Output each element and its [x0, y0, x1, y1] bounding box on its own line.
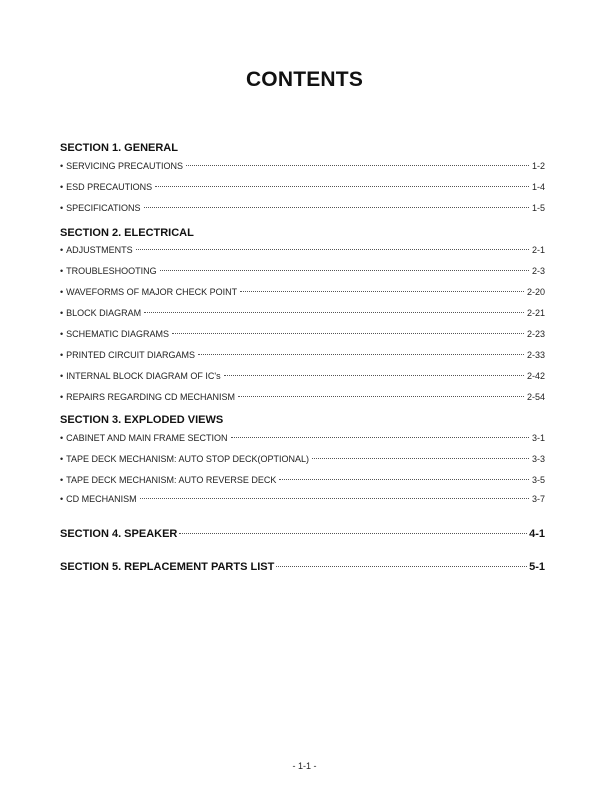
toc-entry-page: 2-54: [526, 392, 545, 402]
dot-leader: [224, 375, 524, 376]
dot-leader: [276, 566, 527, 567]
bullet: •: [60, 245, 64, 255]
toc-entry-label: TAPE DECK MECHANISM: AUTO STOP DECK(OPTIONAL): [66, 454, 310, 464]
toc-entry-cd-repairs[interactable]: [60, 391, 545, 403]
toc-entry-page: 2-33: [526, 350, 545, 360]
dot-leader: [136, 249, 529, 250]
bullet: •: [60, 308, 64, 318]
toc-entry-page: 2-23: [526, 329, 545, 339]
dot-leader: [240, 291, 524, 292]
section-2-title: SECTION 2. ELECTRICAL: [60, 227, 194, 239]
dot-leader: [160, 270, 529, 271]
toc-entry-adjustments[interactable]: [60, 244, 545, 256]
bullet: •: [60, 454, 64, 464]
bullet: •: [60, 203, 64, 213]
section-3-title: SECTION 3. EXPLODED VIEWS: [60, 414, 224, 426]
dot-leader: [238, 396, 524, 397]
toc-entry-internal-block-diagram[interactable]: [60, 370, 545, 382]
dot-leader: [186, 165, 529, 166]
toc-entry-cd-mechanism[interactable]: [60, 493, 545, 505]
dot-leader: [312, 458, 529, 459]
toc-entry-cabinet[interactable]: [60, 432, 545, 444]
toc-entry-page: 3-3: [531, 454, 545, 464]
toc-entry-label: CD MECHANISM: [66, 494, 137, 504]
page-number: - 1-1 -: [292, 761, 317, 771]
section-1-title: SECTION 1. GENERAL: [60, 142, 178, 154]
dot-leader: [144, 207, 529, 208]
toc-entry-label: ADJUSTMENTS: [66, 245, 133, 255]
toc-entry-section-4[interactable]: [60, 528, 545, 541]
dot-leader: [140, 498, 529, 499]
toc-entry-page: 5-1: [529, 561, 545, 573]
bullet: •: [60, 392, 64, 402]
toc-entry-label: ESD PRECAUTIONS: [66, 182, 153, 192]
bullet: •: [60, 371, 64, 381]
bullet: •: [60, 494, 64, 504]
toc-entry-auto-reverse-deck[interactable]: [60, 474, 545, 486]
toc-entry-label: CABINET AND MAIN FRAME SECTION: [66, 433, 228, 443]
toc-entry-page: 3-5: [531, 475, 545, 485]
toc-entry-page: 2-21: [526, 308, 545, 318]
page-title: CONTENTS: [245, 68, 364, 91]
toc-entry-auto-stop-deck[interactable]: [60, 453, 545, 465]
toc-entry-label: WAVEFORMS OF MAJOR CHECK POINT: [66, 287, 238, 297]
toc-entry-label: TAPE DECK MECHANISM: AUTO REVERSE DECK: [66, 475, 277, 485]
toc-entry-label: SECTION 4. SPEAKER: [60, 528, 178, 540]
toc-entry-page: 3-7: [531, 494, 545, 504]
toc-entry-label: SERVICING PRECAUTIONS: [66, 161, 184, 171]
toc-entry-troubleshooting[interactable]: [60, 265, 545, 277]
toc-entry-label: BLOCK DIAGRAM: [66, 308, 142, 318]
dot-leader: [198, 354, 524, 355]
toc-entry-section-5[interactable]: [60, 561, 545, 574]
toc-entry-servicing-precautions[interactable]: [60, 160, 545, 172]
bullet: •: [60, 350, 64, 360]
toc-entry-waveforms[interactable]: [60, 286, 545, 298]
toc-entry-page: 2-42: [526, 371, 545, 381]
toc-entry-page: 1-2: [531, 161, 545, 171]
toc-entry-label: INTERNAL BLOCK DIAGRAM OF IC's: [66, 371, 221, 381]
bullet: •: [60, 266, 64, 276]
dot-leader: [144, 312, 524, 313]
toc-entry-page: 4-1: [529, 528, 545, 540]
toc-entry-label: SPECIFICATIONS: [66, 203, 141, 213]
toc-entry-page: 2-3: [531, 266, 545, 276]
dot-leader: [231, 437, 529, 438]
dot-leader: [172, 333, 524, 334]
toc-entry-esd-precautions[interactable]: [60, 181, 545, 193]
dot-leader: [279, 479, 529, 480]
bullet: •: [60, 433, 64, 443]
toc-entry-schematic-diagrams[interactable]: [60, 328, 545, 340]
bullet: •: [60, 182, 64, 192]
bullet: •: [60, 329, 64, 339]
toc-entry-page: 1-4: [531, 182, 545, 192]
toc-entry-page: 2-1: [531, 245, 545, 255]
toc-entry-specifications[interactable]: [60, 202, 545, 214]
toc-entry-block-diagram[interactable]: [60, 307, 545, 319]
bullet: •: [60, 161, 64, 171]
toc-entry-label: SECTION 5. REPLACEMENT PARTS LIST: [60, 561, 275, 573]
toc-entry-page: 1-5: [531, 203, 545, 213]
toc-entry-label: PRINTED CIRCUIT DIARGAMS: [66, 350, 195, 360]
bullet: •: [60, 287, 64, 297]
toc-entry-printed-circuit[interactable]: [60, 349, 545, 361]
toc-entry-label: SCHEMATIC DIAGRAMS: [66, 329, 169, 339]
toc-entry-label: TROUBLESHOOTING: [66, 266, 157, 276]
dot-leader: [155, 186, 529, 187]
toc-entry-page: 2-20: [526, 287, 545, 297]
bullet: •: [60, 475, 64, 485]
toc-entry-label: REPAIRS REGARDING CD MECHANISM: [66, 392, 236, 402]
dot-leader: [179, 533, 527, 534]
toc-entry-page: 3-1: [531, 433, 545, 443]
